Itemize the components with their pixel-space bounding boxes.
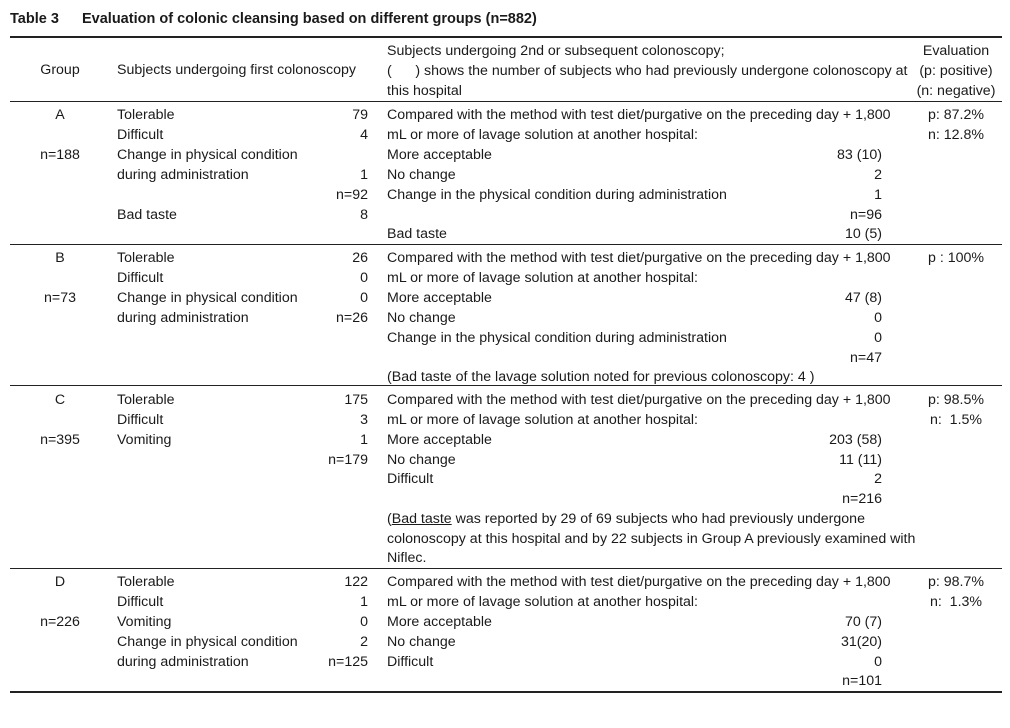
group-b-n: n=73 (44, 290, 76, 306)
group-d-eval-1: n: 1.3% (929, 594, 983, 610)
group-a-first-label-3: during administration (117, 167, 249, 183)
group-a-eval-1: n: 12.8% (927, 127, 984, 143)
group-b-eval-0: p : 100% (927, 250, 984, 266)
header-second-line2: ( ) shows the number of subjects who had previously undergone colonoscopy at (387, 63, 908, 79)
group-a-first-label-0: Tolerable (117, 107, 175, 123)
group-b-second-label-1: No change (387, 310, 456, 326)
header-first-colonoscopy: Subjects undergoing first colonoscopy (117, 62, 356, 78)
group-d-first-value-4: n=125 (328, 654, 368, 670)
group-d-n: n=226 (40, 614, 80, 630)
group-c-first-value-0: 175 (344, 392, 368, 408)
table-label: Table 3 (10, 11, 59, 27)
group-d-first-label-3: Change in physical condition (117, 634, 298, 650)
group-d-first-value-3: 2 (360, 634, 368, 650)
group-c-note-line1-rest: was reported by 29 of 69 subjects who had previously undergone (451, 511, 865, 527)
header-second-line1: Subjects undergoing 2nd or subsequent colonoscopy; (387, 43, 725, 59)
group-c-eval-1: n: 1.5% (929, 412, 983, 428)
group-c-second-value-2: 2 (874, 471, 882, 487)
group-d-second-value-3: n=101 (842, 673, 882, 689)
group-d-eval-0: p: 98.7% (927, 574, 984, 590)
group-b-first-label-0: Tolerable (117, 250, 175, 266)
header-eval-line1: Evaluation (922, 43, 990, 59)
group-b-first-value-1: 0 (360, 270, 368, 286)
group-b-second-value-3: n=47 (850, 350, 882, 366)
group-a-first-value-0: 79 (352, 107, 368, 123)
group-b-second-value-0: 47 (8) (844, 290, 882, 306)
group-a-second-value-4: 10 (5) (844, 226, 882, 242)
group-c-name: C (54, 392, 66, 408)
group-c-n: n=395 (40, 432, 80, 448)
group-c-note-line2: colonoscopy at this hospital and by 22 subjects in Group A previously examined with (387, 531, 916, 547)
group-a-second-label-0: More acceptable (387, 147, 492, 163)
group-d-second-label-0: More acceptable (387, 614, 492, 630)
group-c-second-label-1: No change (387, 452, 456, 468)
group-d-first-value-2: 0 (360, 614, 368, 630)
group-c-second-value-1: 11 (11) (839, 452, 882, 468)
group-a-first-label-5: Bad taste (117, 207, 177, 223)
group-d-compare-line2: mL or more of lavage solution at another hospital: (387, 594, 698, 610)
header-group: Group (40, 62, 80, 78)
group-d-first-value-0: 122 (344, 574, 368, 590)
table-caption (10, 10, 537, 30)
group-a-second-label-2: Change in the physical condition during administration (387, 187, 727, 203)
group-b-first-label-2: Change in physical condition (117, 290, 298, 306)
group-c-eval-0: p: 98.5% (927, 392, 984, 408)
group-b-compare-line2: mL or more of lavage solution at another hospital: (387, 270, 698, 286)
group-c-note-line1 (387, 510, 907, 530)
group-d-first-label-2: Vomiting (117, 614, 172, 630)
group-d-first-value-1: 1 (360, 594, 368, 610)
group-a-second-value-2: 1 (874, 187, 882, 203)
group-b-second-value-2: 0 (874, 330, 882, 346)
group-c-second-value-0: 203 (58) (829, 432, 882, 448)
group-a-eval-0: p: 87.2% (927, 107, 984, 123)
group-b-second-label-2: Change in the physical condition during administration (387, 330, 727, 346)
top-rule (10, 36, 1002, 38)
group-c-first-value-3: n=179 (328, 452, 368, 468)
group-c-first-label-1: Difficult (117, 412, 164, 428)
group-a-second-label-4: Bad taste (387, 226, 447, 242)
group-a-first-value-5: 8 (360, 207, 368, 223)
group-a-first-value-1: 4 (360, 127, 368, 143)
group-a-first-label-2: Change in physical condition (117, 147, 298, 163)
group-b-first-label-3: during administration (117, 310, 249, 326)
group-c-first-label-0: Tolerable (117, 392, 175, 408)
group-d-first-label-0: Tolerable (117, 574, 175, 590)
group-c-second-label-2: Difficult (387, 471, 434, 487)
group-a-name: A (55, 107, 65, 123)
group-a-compare-line1: Compared with the method with test diet/purgative on the preceding day + 1,800 (387, 107, 891, 123)
group-c-second-label-0: More acceptable (387, 432, 492, 448)
group-c-first-value-1: 3 (360, 412, 368, 428)
group-d-second-value-0: 70 (7) (844, 614, 882, 630)
group-c-first-value-2: 1 (360, 432, 368, 448)
group-a-n: n=188 (40, 147, 80, 163)
group-d-first-label-1: Difficult (117, 594, 164, 610)
group-c-note-underlined: Bad taste (391, 511, 452, 527)
group-a-first-value-4: n=92 (336, 187, 368, 203)
group-a-second-value-0: 83 (10) (837, 147, 882, 163)
group-a-first-label-1: Difficult (117, 127, 164, 143)
header-second-line3: this hospital (387, 83, 462, 99)
group-b-compare-line1: Compared with the method with test diet/purgative on the preceding day + 1,800 (387, 250, 891, 266)
group-b-note: (Bad taste of the lavage solution noted for previous colonoscopy: 4 ) (387, 369, 815, 385)
header-rule (10, 101, 1002, 102)
group-b-first-value-2: 0 (360, 290, 368, 306)
group-d-name: D (54, 574, 66, 590)
header-eval-line2: (p: positive) (919, 63, 993, 79)
group-b-first-label-1: Difficult (117, 270, 164, 286)
group-a-second-value-3: n=96 (850, 207, 882, 223)
header-eval-line3: (n: negative) (916, 83, 996, 99)
group-b-first-value-0: 26 (352, 250, 368, 266)
group-c-compare-line2: mL or more of lavage solution at another hospital: (387, 412, 698, 428)
group-c-second-value-3: n=216 (842, 491, 882, 507)
group-c-note-open: ( (387, 511, 392, 527)
table-title: Evaluation of colonic cleansing based on different groups (n=882) (82, 11, 537, 27)
group-c-note-line3: Niflec. (387, 550, 427, 566)
group-a-compare-line2: mL or more of lavage solution at another hospital: (387, 127, 698, 143)
group-d-second-value-1: 31(20) (840, 634, 882, 650)
group-a-second-label-1: No change (387, 167, 456, 183)
group-d-first-label-4: during administration (117, 654, 249, 670)
group-b-second-label-0: More acceptable (387, 290, 492, 306)
group-d-second-value-2: 0 (874, 654, 882, 670)
group-d-compare-line1: Compared with the method with test diet/purgative on the preceding day + 1,800 (387, 574, 891, 590)
group-c-compare-line1: Compared with the method with test diet/purgative on the preceding day + 1,800 (387, 392, 891, 408)
group-b-second-value-1: 0 (874, 310, 882, 326)
group-b-first-value-3: n=26 (336, 310, 368, 326)
group-d-second-label-2: Difficult (387, 654, 434, 670)
group-a-first-value-3: 1 (360, 167, 368, 183)
group-a-second-value-1: 2 (874, 167, 882, 183)
group-b-name: B (55, 250, 65, 266)
group-c-first-label-2: Vomiting (117, 432, 172, 448)
group-d-second-label-1: No change (387, 634, 456, 650)
